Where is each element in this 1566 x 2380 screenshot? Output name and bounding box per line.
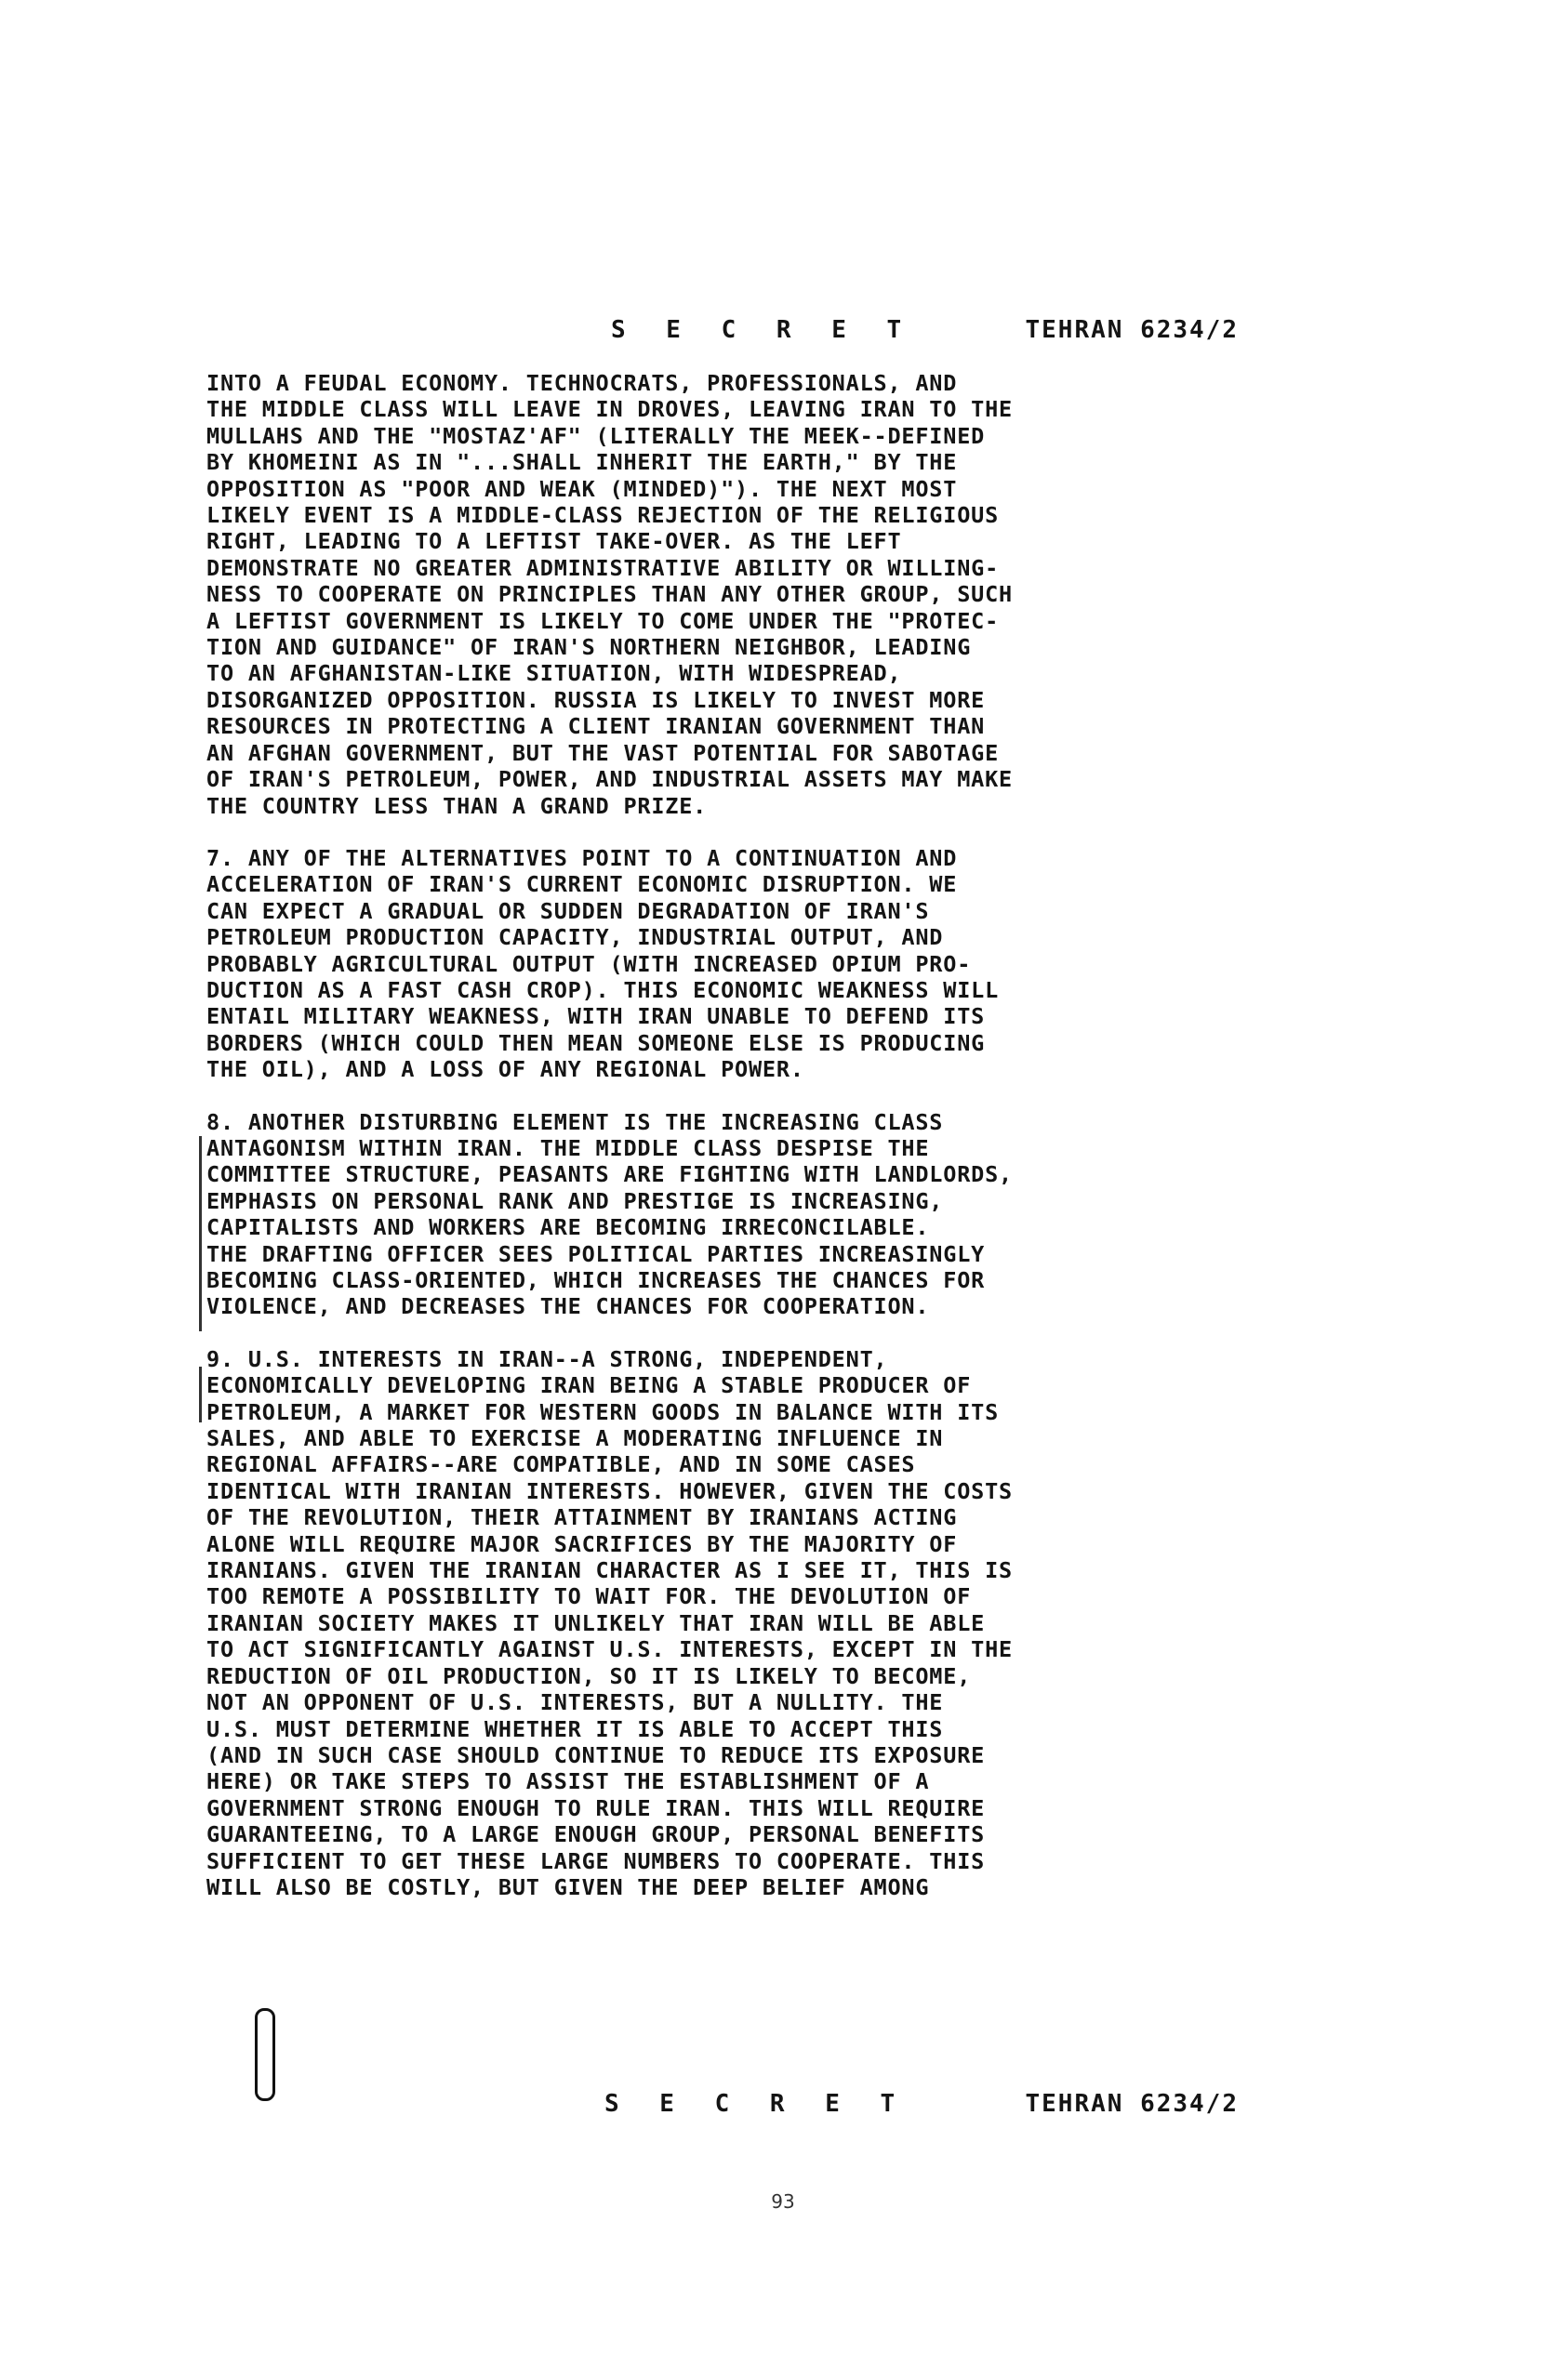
- cable-body: [206, 370, 1136, 1900]
- page-header: [206, 316, 1239, 353]
- paragraph-8: 8. ANOTHER DISTURBING ELEMENT IS THE INCREASING CLASS ANTAGONISM WITHIN IRAN. THE MIDDLE CLASS DESPISE THE COMMITTEE STRUCTURE, PEASANTS ARE FIGHTING WITH LANDLORDS, EMPHASIS ON PERSONAL RANK AND PRESTIGE IS INCREASING, CAPITALISTS AND WORKERS ARE BECOMING IRRECONCILABLE. THE DRAFTING OFFICER SEES POLITICAL PARTIES INCREASINGLY BECOMING CLASS-ORIENTED, WHICH INCREASES THE CHANCES FOR VIOLENCE, AND DECREASES THE CHANCES FOR COOPERATION.: [206, 1108, 1013, 1320]
- header-message-reference: TEHRAN 6234/2: [1025, 316, 1239, 344]
- paragraph-7: 7. ANY OF THE ALTERNATIVES POINT TO A CONTINUATION AND ACCELERATION OF IRAN'S CURRENT ECONOMIC DISRUPTION. WE CAN EXPECT A GRADUAL OR SUDDEN DEGRADATION OF IRAN'S PETROLEUM PRODUCTION CAPACITY, INDUSTRIAL OUTPUT, AND PROBABLY AGRICULTURAL OUTPUT (WITH INCREASED OPIUM PRO- DUCTION AS A FAST CASH CROP). THIS ECONOMIC WEAKNESS WILL ENTAIL MILITARY WEAKNESS, WITH IRAN UNABLE TO DEFEND ITS BORDERS (WHICH COULD THEN MEAN SOMEONE ELSE IS PRODUCING THE OIL), AND A LOSS OF ANY REGIONAL POWER.: [206, 844, 1000, 1083]
- footer-classification-marking: S E C R E T: [604, 2090, 909, 2118]
- page-number: 93: [771, 2190, 795, 2213]
- margin-bracket-mark: [199, 1367, 202, 1422]
- paragraph-continuation: INTO A FEUDAL ECONOMY. TECHNOCRATS, PROFESSIONALS, AND THE MIDDLE CLASS WILL LEAVE IN DROVES, LEAVING IRAN TO THE MULLAHS AND THE "MOSTAZ'AF" (LITERALLY THE MEEK--DEFINED BY KHOMEINI AS IN "...SHALL INHERIT THE EARTH," BY THE OPPOSITION AS "POOR AND WEAK (MINDED)"). THE NEXT MOST LIKELY EVENT IS A MIDDLE-CLASS REJECTION OF THE RELIGIOUS RIGHT, LEADING TO A LEFTIST TAKE-OVER. AS THE LEFT DEMONSTRATE NO GREATER ADMINISTRATIVE ABILITY OR WILLING- NESS TO COOPERATE ON PRINCIPLES THAN ANY OTHER GROUP, SUCH A LEFTIST GOVERNMENT IS LIKELY TO COME UNDER THE "PROTEC- TION AND GUIDANCE" OF IRAN'S NORTHERN NEIGHBOR, LEADING TO AN AFGHANISTAN-LIKE SITUATION, WITH WIDESPREAD, DISORGANIZED OPPOSITION. RUSSIA IS LIKELY TO INVEST MORE RESOURCES IN PROTECTING A CLIENT IRANIAN GOVERNMENT THAN AN AFGHAN GOVERNMENT, BUT THE VAST POTENTIAL FOR SABOTAGE OF IRAN'S PETROLEUM, POWER, AND INDUSTRIAL ASSETS MAY MAKE THE COUNTRY LESS THAN A GRAND PRIZE.: [206, 370, 1013, 819]
- binder-hole-mark: [255, 2008, 275, 2101]
- margin-bracket-mark: [199, 1136, 202, 1331]
- page-footer: [206, 2090, 1239, 2127]
- paragraph-9: 9. U.S. INTERESTS IN IRAN--A STRONG, INDEPENDENT, ECONOMICALLY DEVELOPING IRAN BEING A STABLE PRODUCER OF PETROLEUM, A MARKET FOR WESTERN GOODS IN BALANCE WITH ITS SALES, AND ABLE TO EXERCISE A MODERATING INFLUENCE IN REGIONAL AFFAIRS--ARE COMPATIBLE, AND IN SOME CASES IDENTICAL WITH IRANIAN INTERESTS. HOWEVER, GIVEN THE COSTS OF THE REVOLUTION, THEIR ATTAINMENT BY IRANIANS ACTING ALONE WILL REQUIRE MAJOR SACRIFICES BY THE MAJORITY OF IRANIANS. GIVEN THE IRANIAN CHARACTER AS I SEE IT, THIS IS TOO REMOTE A POSSIBILITY TO WAIT FOR. THE DEVOLUTION OF IRANIAN SOCIETY MAKES IT UNLIKELY THAT IRAN WILL BE ABLE TO ACT SIGNIFICANTLY AGAINST U.S. INTERESTS, EXCEPT IN THE REDUCTION OF OIL PRODUCTION, SO IT IS LIKELY TO BECOME, NOT AN OPPONENT OF U.S. INTERESTS, BUT A NULLITY. THE U.S. MUST DETERMINE WHETHER IT IS ABLE TO ACCEPT THIS (AND IN SUCH CASE SHOULD CONTINUE TO REDUCE ITS EXPOSURE HERE) OR TAKE STEPS TO ASSIST THE ESTABLISHMENT OF A GOVERNMENT STRONG ENOUGH TO RULE IRAN. THIS WILL REQUIRE GUARANTEEING, TO A LARGE ENOUGH GROUP, PERSONAL BENEFITS SUFFICIENT TO GET THESE LARGE NUMBERS TO COOPERATE. THIS WILL ALSO BE COSTLY, BUT GIVEN THE DEEP BELIEF AMONG: [206, 1345, 1013, 1900]
- header-classification-marking: S E C R E T: [611, 316, 915, 344]
- footer-message-reference: TEHRAN 6234/2: [1025, 2090, 1239, 2118]
